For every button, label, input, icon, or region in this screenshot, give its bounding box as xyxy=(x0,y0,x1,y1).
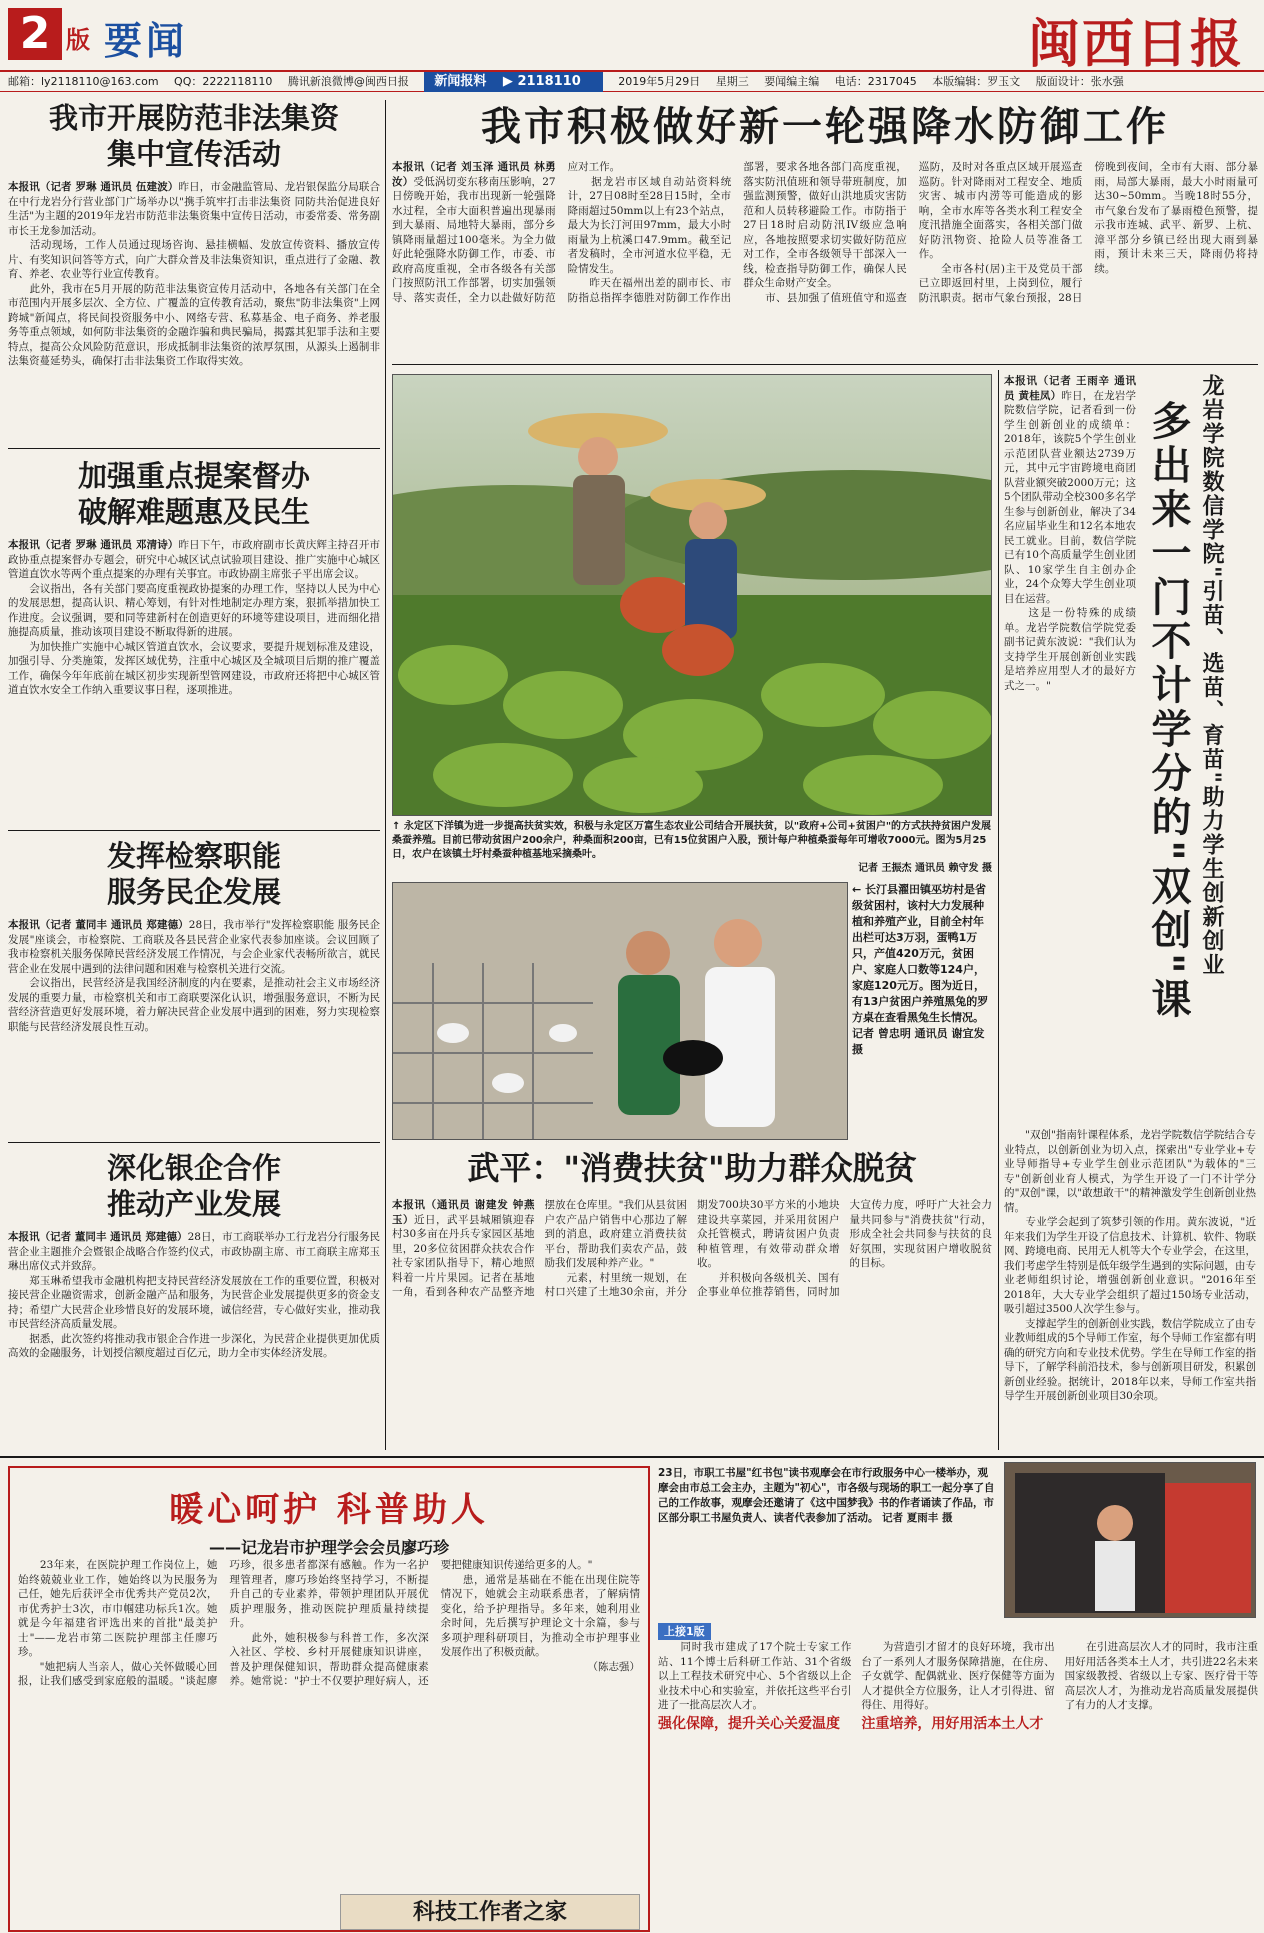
article-procuratorate xyxy=(8,838,380,1138)
title-line-2: 集中宣传活动 xyxy=(106,137,281,171)
photo-credit: 记者 夏雨丰 摄 xyxy=(882,1512,953,1524)
email-text: 邮箱：ly2118110@163.com xyxy=(8,75,159,88)
feature-subtitle: ——记龙岩市护理学会会员廖巧珍 xyxy=(208,1538,449,1557)
page-ban-label: 版 xyxy=(66,26,90,54)
title-line-1: 深化银企合作 xyxy=(106,1151,281,1185)
photo-caption xyxy=(658,1466,998,1614)
paragraph: 据悉，此次签约将推动我市银企合作进一步深化，为民营企业提供更加优质高效的金融服务，计划授信额度超过百亿元，助力全市实体经济发展。 xyxy=(8,1332,380,1359)
title-line-1: 发挥检察职能 xyxy=(106,839,281,873)
photo-illustration xyxy=(393,375,992,816)
divider xyxy=(8,830,380,831)
column-divider xyxy=(998,370,999,1450)
paragraph: 患，通常是基础在不能在出现住院等情况下，她就会主动联系患者，了解病情变化，给予护理指导。多年来，她利用业余时间，先后撰写护理论文十余篇，参与多项护理科研项目，为推动全市护理事业发展作出了积极贡献。 xyxy=(440,1573,640,1658)
masthead-logo: 闽西日报 xyxy=(1027,14,1244,75)
wechat-text: 腾讯新浪微博@闽西日报 xyxy=(287,75,409,88)
feature-title: 暖心呵护 科普助人 xyxy=(169,1490,489,1530)
side-article-body-1 xyxy=(1004,374,1136,1124)
article-title xyxy=(8,100,380,172)
byline: 本报讯（记者 罗琳 通讯员 邓清诗） xyxy=(8,539,179,551)
article-fundraising xyxy=(8,100,380,445)
page-number: 2 xyxy=(8,8,62,60)
paragraph: 在引进高层次人才的同时，我市注重用好用活各类本土人才，共引进22名未来国家级教授、省级以上专家、医疗骨干等高层次人才，为推动龙岩高质量发展提供了有力的人才支撑。 xyxy=(1064,1641,1258,1711)
byline: 本报讯（通讯员 谢建发 钟燕玉） xyxy=(392,1199,535,1226)
photo-credit: 记者 曾忠明 通讯员 谢宜发 摄 xyxy=(852,1027,985,1056)
paragraph: 同时我市建成了17个院士专家工作站、11个博士后科研工作站、31个省级以上工程技术研究中心、5个省级以上企业技术中心和实验室，并依托这些平台引进了一批高层次人才。 xyxy=(658,1641,852,1711)
photo-caption xyxy=(852,882,992,1140)
hotline-badge: 新闻报料 ▶ 2118110 xyxy=(424,72,602,92)
paragraph: 23年来，在医院护理工作岗位上，她始终兢兢业业工作，她始终以为民服务为己任，她先后获评全市优秀共产党员2次，市优秀护士3次，市巾帼建功标兵1次。她就是今年福建省评选出来的首批"最美护士"——龙岩市第二医院护理部主任廖巧珍。 xyxy=(18,1559,218,1658)
paragraph: 据龙岩市区域自动站资料统计，27日08时至28日15时，全市降雨超过50mm以上有23个站点，最大为长汀河田97mm，最大小时雨量为上杭溪口47.9mm。截至记者发稿时，全市河道水位平稳，无险情发生。 xyxy=(567,175,732,275)
paragraph: 此外，我市在5月开展的防范非法集资宣传月活动中，各地各有关部门在全市范围内开展多层次、全方位、广覆盖的宣传教育活动，聚焦"防非法集资"上网跨城"新闻点，将民间投资服务中小、网络专营、私募基金、电子商务、养老服务等重点领域，如何防非法集资的金融诈骗和典民骗局，揭露其犯罪手法和主要特点，提高公众风险防范意识，形成抵制非法集资的浓厚氛围，从源头上遏制非法集资蔓延势头，确保打击非法集资工作取得实效。 xyxy=(8,282,380,367)
paragraph: 市、县加强了值班值守和巡查巡防，及时对各重点区域开展巡查巡防。针对降雨对工程安全、地质灾害、城市内涝等可能造成的影响，全市水库等各类水利工程安全度汛措施全面落实，各相关部门做好防汛物资、抢险人员等准备工作。 xyxy=(765,161,1083,304)
article-title xyxy=(8,458,380,530)
lead-article-title-box xyxy=(392,102,1258,152)
weekday-text: 星期三 xyxy=(715,75,749,88)
title-line-2: 推动产业发展 xyxy=(106,1187,281,1221)
paragraph: 昨日下午，市政府副市长黄庆辉主持召开市政协重点提案督办专题会，研究中心城区试点试验项目建设、推广实施中心城区管道直饮水等两个重点提案的办理有关事宜。市政协副主席张子平出席会议。 xyxy=(8,539,380,580)
article-body xyxy=(658,1640,1258,1886)
title-line-2: 破解难题惠及民生 xyxy=(77,495,310,529)
byline: 本报讯（记者 罗琳 通讯员 伍建波） xyxy=(8,181,179,193)
photo-illustration xyxy=(1005,1463,1256,1618)
byline: 本报讯（记者 董同丰 通讯员 郑建德） xyxy=(8,919,189,931)
page-header-left xyxy=(8,6,308,62)
caption-text: ↑ 永定区下洋镇为进一步提高扶贫实效，积极与永定区万富生态农业公司结合开展扶贫，以"政府+公司+贫困户"的方式扶持贫困户发展桑蚕养殖。目前已带动贫困户200余户，种桑面积200亩，已有15位贫困户入股，预计每户种植桑蚕每年可增收7000元。图为5月25日，农户在该镇土圩村桑蚕种植基地采摘桑叶。 xyxy=(392,821,992,860)
info-bar xyxy=(0,70,1264,92)
photo-illustration xyxy=(393,883,848,1140)
divider xyxy=(8,1142,380,1143)
photo-silkworm-mulberry xyxy=(392,374,992,816)
proof-text: 版面设计：张水强 xyxy=(1035,75,1124,88)
divider xyxy=(392,364,1258,365)
paragraph: 会议指出，各有关部门要高度重视政协提案的办理工作，坚持以人民为中心的发展思想，提高认识、精心筹划，有针对性地制定办理方案，狠抓举措加快工作进度。会议强调，要和同等建新村在创造更好的环境等建设项目，进而细化措施提高质量，推动该项目建设不断取得新的进展。 xyxy=(8,582,380,638)
paragraph: 28日，我市举行"发挥检察职能 服务民企发展"座谈会，市检察院、工商联及各县民营企业家代表参加座谈。会议回顾了我市检察机关服务保障民营经济发展工作情况，与会企业家代表畅所欲言，就民营企业在发展中遇到的法律问题和困难与检察机关进行交流。 xyxy=(8,919,380,975)
feature-box xyxy=(8,1466,650,1932)
paragraph: 为营造引才留才的良好环境，我市出台了一系列人才服务保障措施，在住房、子女就学、配偶就业、医疗保健等方面为人才提供全方位服务，让人才引得进、留得住、用得好。 xyxy=(861,1641,1055,1711)
feature-credit: （陈志强） xyxy=(587,1660,640,1673)
side-title: 多出来一门不计学分的"双创"课 xyxy=(1145,400,1191,1022)
paragraph: 郑玉琳希望我市金融机构把支持民营经济发展放在工作的重要位置，积极对接民营企业融资需求，创新金融产品和服务，为民营企业发展提供更多的资金支持；希望广大民营企业珍惜良好的发展环境，诚信经营，专心做好实业，推动我市民营经济高质量发展。 xyxy=(8,1274,380,1330)
paragraph: 并积极向各级机关、国有企事业单位推荐销售，同时加大宣传力度，呼吁广大社会力量共同参与"消费扶贫"行动，形成全社会共同参与扶贫的良好氛围，实现贫困户增收脱贫的目标。 xyxy=(697,1199,992,1298)
article-title xyxy=(8,1150,380,1222)
photo-reading-event xyxy=(1004,1462,1256,1618)
chief-editor-text: 要闻编主编 xyxy=(764,75,820,88)
side-title-box xyxy=(1140,400,1196,1060)
paragraph: 活动现场，工作人员通过现场咨询、悬挂横幅、发放宣传资料、播放宣传片、有奖知识问答等方式，向广大群众普及非法集资知识，重点进行了金融、教育、养老、农业等行业宣传教育。 xyxy=(8,239,380,280)
byline: 本报讯（记者 王雨辛 通讯员 黄桂凤） xyxy=(1004,375,1136,402)
photo-caption xyxy=(392,820,992,878)
date-text: 2019年5月29日 xyxy=(618,75,701,88)
hotline-label: 新闻报料 xyxy=(434,74,487,89)
side-subtitle: 龙岩学院数信学院"引苗、选苗、育苗"助力学生创新创业 xyxy=(1199,374,1224,977)
paragraph: 专业学会起到了筑梦引领的作用。黄东波说，"近年来我们为学生开设了信息技术、计算机、软件、物联网、跨境电商、民用无人机等大个专业学会，在这里，我们考虑学生特别是低年级学生遇到的实际问题，由专业老师组织讨论，增强创新创业意识。"2016年至2018年，大大专业学会组织了超过150场专业活动，吸引超过3500人次学生参与。 xyxy=(1004,1216,1256,1315)
caption-text: ← 长汀县濯田镇巫坊村是省级贫困村，该村大力发展种植和养殖产业，目前全村年出栏可达3万羽，蛋鸭1万只，产值420万元，贫困户、家庭人口数等124户，家庭120元万。图为近日，有13户贫困户养殖黑兔的罗方桌在查看黑兔生长情况。 xyxy=(852,883,989,1024)
column-divider xyxy=(385,100,386,1450)
continued-tag: 上接1版 xyxy=(658,1623,711,1640)
title-line-1: 加强重点提案督办 xyxy=(77,459,310,493)
hotline-number: 2118110 xyxy=(517,74,581,89)
article-wuping-body xyxy=(392,1198,992,1452)
qq-text: QQ：2222118110 xyxy=(174,75,273,88)
divider xyxy=(8,448,380,449)
article-proposal xyxy=(8,458,380,828)
paragraph: 受低涡切变东移南压影响，27日傍晚开始，我市出现新一轮强降水过程，全市大面积普遍出现暴雨到大暴雨、局地特大暴雨，部分乡镇降雨量超过100毫米。为全力做好此轮强降水防御工作，市委、市政府高度重视，全市各级各有关部门按照防汛工作部署，切实加强领导、落实责任，全力以赴做好防范应对工作。 xyxy=(392,161,621,304)
article-wuping-title-box xyxy=(392,1146,992,1192)
paragraph: 昨日，市金融监管局、龙岩银保监分局联合在中行龙岩分行营业部门广场举办以"携手筑牢打击非法集资 同防共治促进良好生活"为主题的2019年龙岩市防范非法集资集中宣传日活动，市委常委、常务副市长王龙参加活动。 xyxy=(8,181,380,237)
article-talent xyxy=(658,1620,1258,1890)
phone-text: 电话：2317045 xyxy=(834,75,917,88)
section-name: 要闻 xyxy=(104,19,189,63)
caption-text: 23日，市职工书屋"红书包"读书观摩会在市行政服务中心一楼举办，观摩会由市总工会主办，主题为"初心"，市各级与现场的职工一起分享了自己的工作故事，观摩会还邀请了《这中国梦我》书的作者诵读了作品，市区部分职工书屋负责人、读者代表参加了活动。 xyxy=(658,1467,995,1524)
lead-article-body xyxy=(392,160,1258,360)
section-divider xyxy=(0,1456,1264,1458)
article-body xyxy=(8,918,380,1136)
article-bank xyxy=(8,1150,380,1452)
section-subhead: 强化保障，提升关心关爱温度 xyxy=(658,1715,840,1732)
paragraph: 这是一份特殊的成绩单。龙岩学院数信学院党委副书记黄东波说："我们认为支持学生开展创新创业实践是培养应用型人才的最好方式之一。" xyxy=(1004,607,1136,692)
paragraph: 昨天在福州出差的副市长、市防指总指挥李德胜对防御工作作出部署，要求各地各部门高度重视，落实防汛值班和领导带班制度，加强监测预警，做好山洪地质灾害防范和人员转移避险工作。市防指于27日18时启动防汛IV级应急响应，各地按照要求切实做好防范应对工作，全市各级领导干部深入一线，检查指导防御工作，确保人民群众生命财产安全。 xyxy=(567,161,907,304)
side-article-body-2 xyxy=(1004,1128,1256,1448)
paragraph: 28日，市工商联举办工行龙岩分行服务民营企业主题推介会暨银企战略合作签约仪式，市政协副主席、市工商联主席郑玉琳出席仪式并致辞。 xyxy=(8,1231,380,1272)
lead-title: 我市积极做好新一轮强降水防御工作 xyxy=(481,104,1169,150)
paragraph: 全市各村(居)主干及党员干部已立即返回村里，上岗到位，履行防汛职责。据市气象台预报，28日傍晚到夜间，全市有大雨、部分暴雨，局部大暴雨，最大小时雨量可达30~50mm。当晚18时55分，市气象台发布了暴雨橙色预警，提示我市连城、武平、新罗、上杭、漳平部分乡镇已经出现大雨到暴雨，预计未来三天，降雨仍将持续。 xyxy=(918,161,1258,304)
footer-column-label: 科技工作者之家 xyxy=(340,1894,640,1930)
editor-text: 本版编辑：罗玉文 xyxy=(932,75,1021,88)
byline: 本报讯（记者 董同丰 通讯员 郑建德） xyxy=(8,1231,188,1243)
paragraph: 元素，村里统一规划，在村口兴建了土地30余亩，并分期发700块30平方米的小地块建设共享菜园，并采用贫困户众托管模式，聘请贫困户负责种植管理，有效带动群众增收。 xyxy=(544,1199,840,1298)
article-title: 武平："消费扶贫"助力群众脱贫 xyxy=(467,1149,917,1187)
article-body xyxy=(8,538,380,828)
paragraph: 支撑起学生的创新创业实践，数信学院成立了由专业教师组成的5个导师工作室，每个导师工作室都有明确的研究方向和专业技术优势。学生在导师工作室的指导下，了解学科前沿技术，参与创新项目研发，积累创新创业经验。据统计，2018年以来，导师工作室共指导学生开展创新创业项目30余项。 xyxy=(1004,1317,1256,1402)
byline: 本报讯（记者 刘玉泽 通讯员 林勇汝） xyxy=(392,161,556,188)
paragraph: 近日，武平县城厢镇迎春村30多亩在丹兵专家园区基地里，20多位贫困群众扶农合作社专家团队指导下，精心地照料着一片片果园。记者在基地一角，看到各种农产品整齐地摆放在仓库里。"我们从县贫困户农产品户销售中心那边了解到的消息，政府建立消费扶贫平台，帮助我们卖农产品，鼓励我们发展种养产业。" xyxy=(392,1199,687,1298)
article-title xyxy=(8,838,380,910)
paragraph: 此外，她积极参与科普工作，多次深入社区、学校、乡村开展健康知识讲座，普及护理保健知识，帮助群众提高健康素养。她常说："护士不仅要护理好病人，还要把健康知识传递给更多的人。" xyxy=(229,1559,593,1687)
feature-body xyxy=(18,1558,640,1920)
article-body xyxy=(8,180,380,442)
paragraph: "她把病人当亲人，做心关怀做暖心回报，让我们感受到家庭般的温暖。"谈起廖巧珍，很多患者都深有感触。作为一名护理管理者，廖巧珍始终坚持学习，不断提升自己的专业素养，带领护理团队开展优质护理服务，推动医院护理质量持续提升。 xyxy=(18,1559,429,1687)
title-line-1: 我市开展防范非法集资 xyxy=(48,101,339,135)
paragraph: 昨日，在龙岩学院数信学院，记者看到一份学生创新创业的成绩单：2018年，该院5个学生创业示范团队营业额达2739万元，其中元宇宙跨境电商团队营业额突破2000万元；这5个团队带动全校300多名学生参与创新创业，解决了34名应届毕业生和12名本地农民工就业。目前，数信学院已有10个高质量学生创业团队、10家学生自主创办企业，24个众筹大学生创业项目在运营。 xyxy=(1004,389,1136,605)
photo-rabbit-farm xyxy=(392,882,848,1140)
side-subtitle-box xyxy=(1196,374,1256,1024)
photo-credit: 记者 王振杰 通讯员 赖守发 摄 xyxy=(858,863,992,874)
paragraph: "双创"指南针课程体系，龙岩学院数信学院结合专业特点，以创新创业为切入点，探索出"专业学业+专业导师指导+专业学生创业示范团队"为载体的"三专"创新创业育人模式，为学生开设了一门不计学分的"双创"课，以"敢想敢干"的精神激发学生创新创业热情。 xyxy=(1004,1129,1256,1214)
section-subhead: 注重培养，用好用活本土人才 xyxy=(861,1715,1044,1732)
article-body xyxy=(8,1230,380,1452)
paragraph: 会议指出，民营经济是我国经济制度的内在要素，是推动社会主义市场经济发展的重要力量，市检察机关和市工商联要深化认识，增强服务意识，不断为民营经济营造更好发展环境，着力解决民营企业发展中遇到的困难，努力实现检察职能与民营经济发展良性互动。 xyxy=(8,977,380,1033)
paragraph: 为加快推广实施中心城区管道直饮水，会议要求，要提升规划标准及建设，加强引导、分类施策，发挥区域优势，注重中心城区及全城项目后期的推广覆盖工作，确保今年年底前在城区初步实现新型管网建设，市政府还将把中心城区管道直饮水安全工作纳入重要议事日程，逐项推进。 xyxy=(8,640,380,696)
title-line-2: 服务民企发展 xyxy=(106,875,281,909)
